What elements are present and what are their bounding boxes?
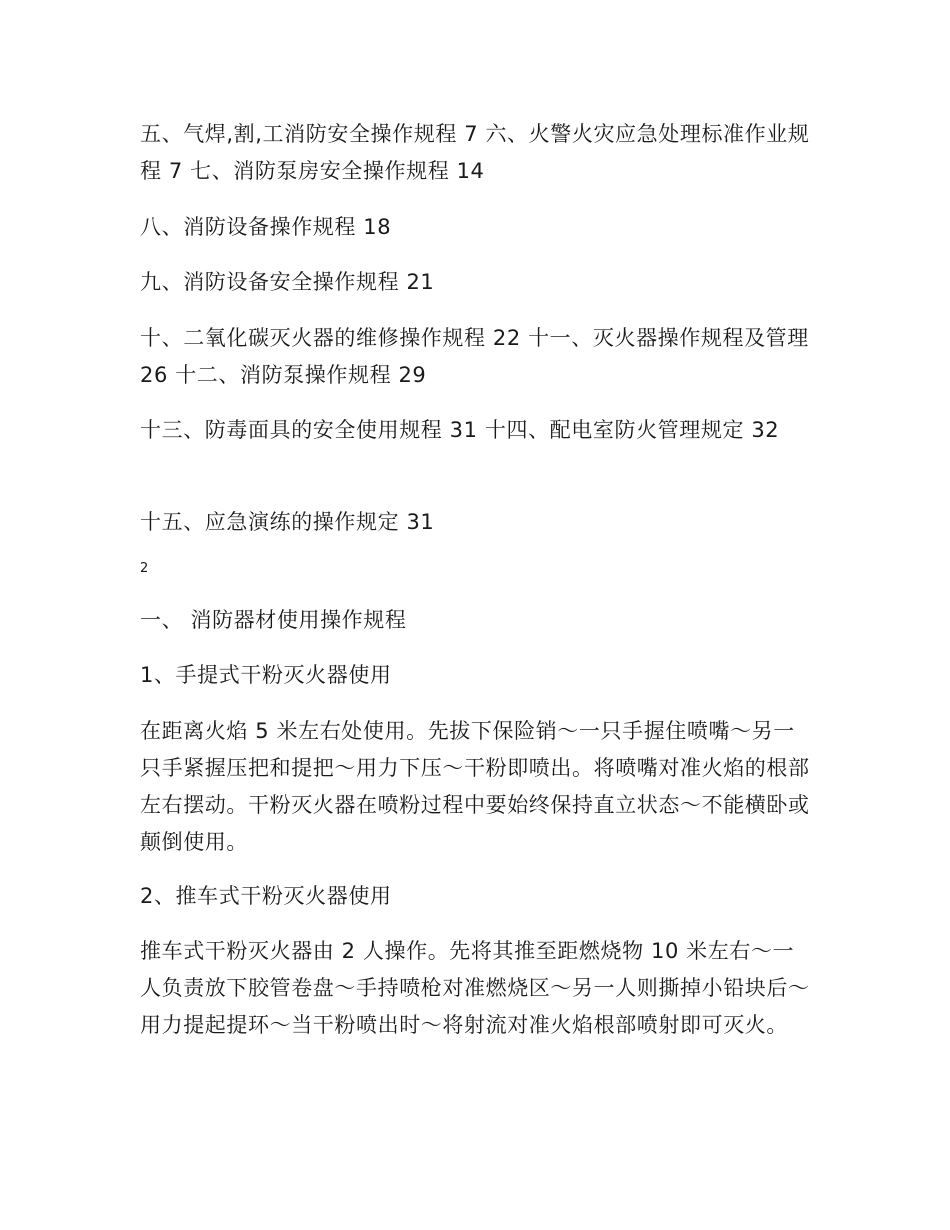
page-number: 2 xyxy=(140,561,149,576)
subsection-body: 在距离火焰 5 米左右处使用。先拔下保险销～一只手握住喷嘴～另一只手紧握压把和提把～用力下压～干粉即喷出。将喷嘴对准火焰的根部左右摆动。干粉灭火器在喷粉过程中要始终保持直立状态～不能横卧或颠倒使用。 xyxy=(140,719,810,854)
subsection-body: 推车式干粉灭火器由 2 人操作。先将其推至距燃烧物 10 米左右～一人负责放下胶管卷盘～手持喷枪对准燃烧区～另一人则撕掉小铅块后～用力提起提环～当干粉喷出时～将射流对准火焰根部喷射即可灭火。 xyxy=(140,939,810,1037)
toc-entry: 八、消防设备操作规程 18 xyxy=(140,215,392,239)
toc-entry: 十五、应急演练的操作规定 31 xyxy=(140,510,435,534)
subsection-heading: 1、手提式干粉灭火器使用 xyxy=(140,663,392,687)
toc-entry: 五、气焊,割,工消防安全操作规程 7 六、火警火灾应急处理标准作业规程 7 七、消防泵房安全操作规程 14 xyxy=(140,122,810,183)
toc-entry: 十、二氧化碳灭火器的维修操作规程 22 十一、灭火器操作规程及管理 26 十二、消防泵操作规程 29 xyxy=(140,326,809,387)
subsection-heading: 2、推车式干粉灭火器使用 xyxy=(140,884,392,908)
section-title: 一、 消防器材使用操作规程 xyxy=(140,608,407,632)
toc-entry: 九、消防设备安全操作规程 21 xyxy=(140,270,435,294)
toc-entry: 十三、防毒面具的安全使用规程 31 十四、配电室防火管理规定 32 xyxy=(140,418,780,442)
